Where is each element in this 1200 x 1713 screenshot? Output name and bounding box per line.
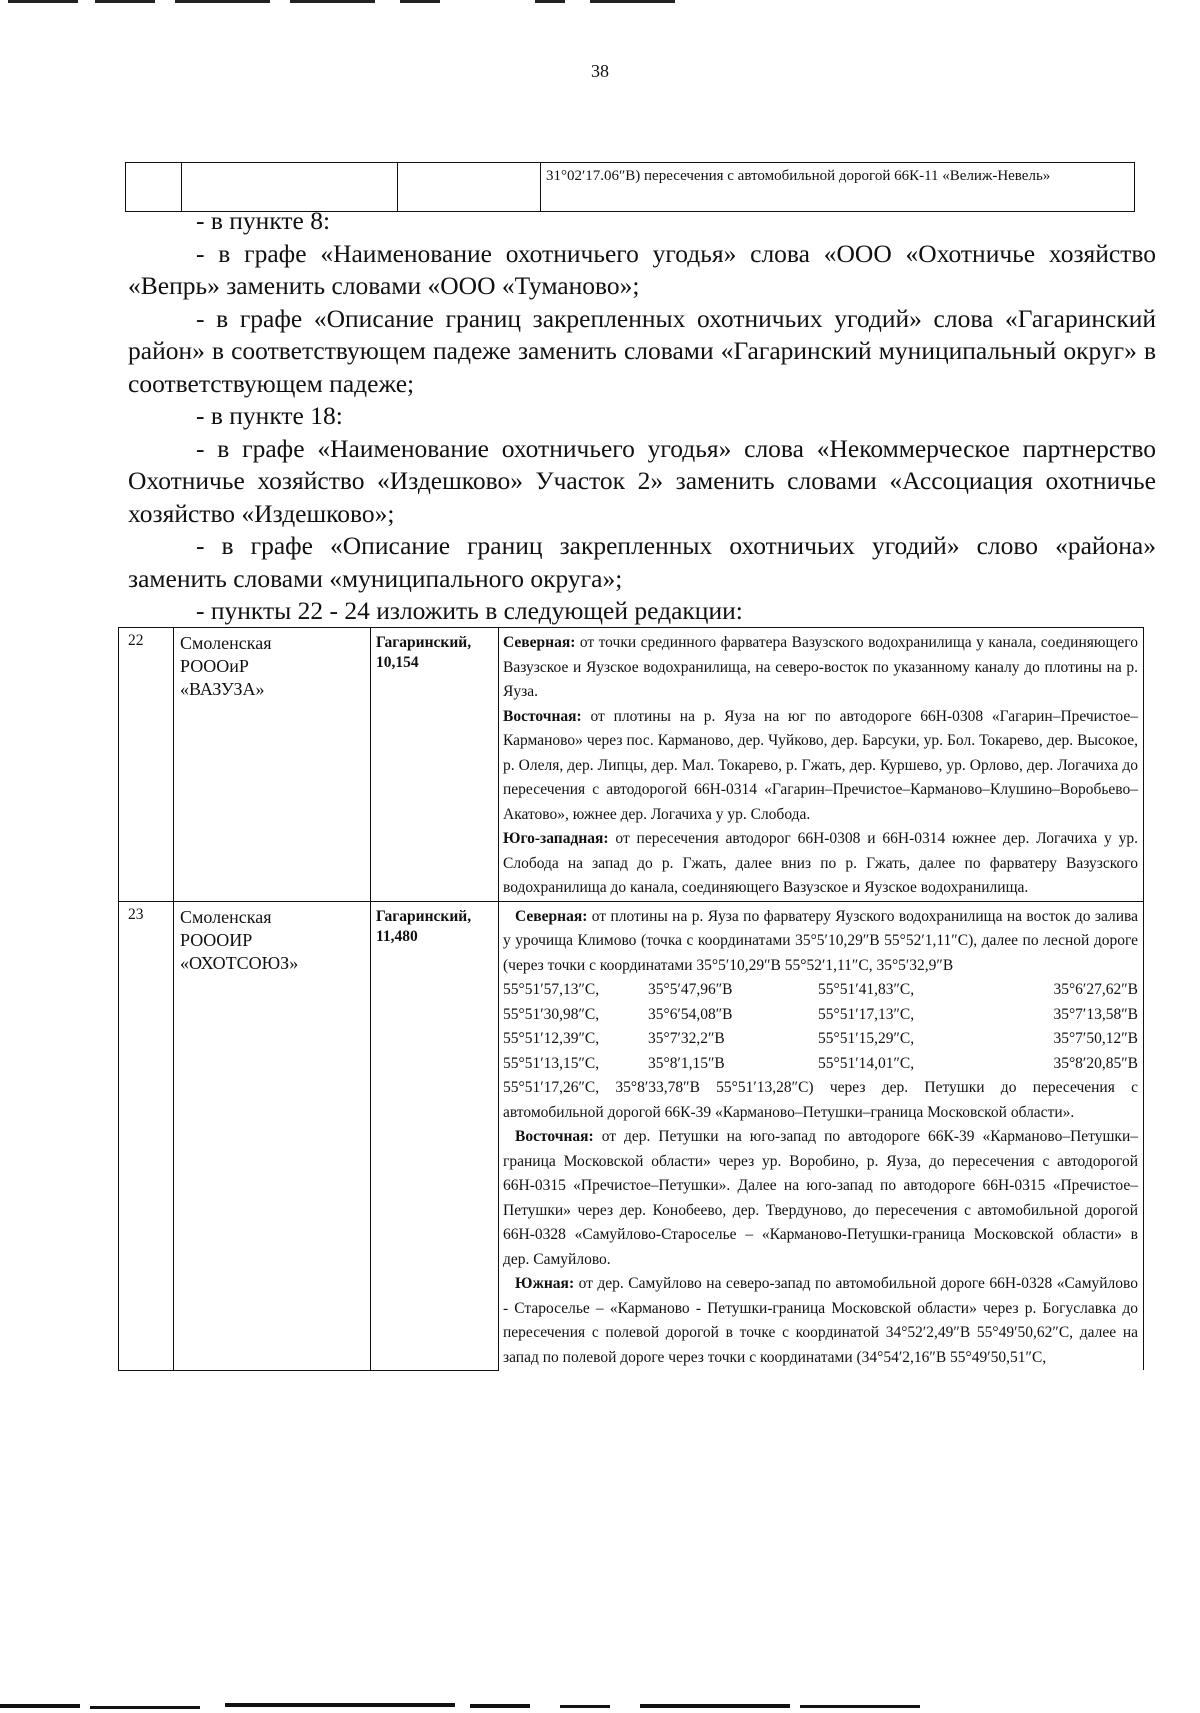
coordinate: 35°7′50,12″В bbox=[1053, 1030, 1138, 1047]
paragraph: - в пункте 18: bbox=[196, 401, 343, 430]
coordinate: 35°8′1,15″В bbox=[648, 1054, 725, 1072]
boundary-label: Южная: bbox=[515, 1275, 575, 1292]
ground-name-line: РОООИР bbox=[180, 929, 253, 950]
boundary-text-continued: 55°51′17,26″С, 35°8′33,78″В 55°51′13,28″С) через дер. Петушки до пересечения с автомобильной дорогой 66К-39 «Карманово–Петушки–граница Московской области». bbox=[503, 1079, 1138, 1121]
ground-name-line: «ВАЗУЗА» bbox=[180, 679, 265, 699]
ground-name-line: Смоленская bbox=[180, 906, 272, 927]
district: Гагаринский, bbox=[376, 907, 472, 925]
boundary-south bbox=[503, 1272, 1138, 1370]
boundary-east bbox=[503, 1125, 1138, 1272]
boundary-description-cell bbox=[499, 628, 1144, 902]
coordinate: 35°7′13,58″В bbox=[1053, 1005, 1138, 1023]
boundary-description-cell: 31°02′17.06″В) пересечения с автомобильной дорогой 66К-11 «Велиж-Невель» bbox=[541, 163, 1135, 212]
boundary-label: Юго-западная: bbox=[503, 830, 609, 847]
paragraph: - в графе «Описание границ закрепленных охотничьих угодий» слово «района» заменить словами «муниципального округа»; bbox=[128, 531, 1156, 593]
boundary-north bbox=[503, 905, 1138, 979]
area: 10,154 bbox=[376, 654, 419, 671]
coordinate: 55°51′13,15″С, bbox=[503, 1054, 600, 1072]
page-number: 38 bbox=[591, 61, 609, 81]
district-area-cell bbox=[371, 901, 499, 1370]
district-area-cell bbox=[371, 628, 499, 902]
ground-name-cell bbox=[174, 901, 371, 1370]
boundary-description-cell bbox=[499, 901, 1144, 1370]
paragraph: - в пункте 8: bbox=[196, 206, 331, 235]
boundary-text: от пересечения автодорог 66Н-0308 и 66Н-0314 южнее дер. Логачиха у ур. Слобода на запад до р. Гжать, далее вниз по р. Гжать, далее по фарватеру Вазузского водохранилища до канала, соединяющего Вазузское и Яузское водохранилища. bbox=[503, 830, 1138, 896]
boundary-label: Восточная: bbox=[503, 707, 582, 725]
table-row bbox=[119, 628, 1144, 902]
area: 11,480 bbox=[376, 927, 418, 945]
boundary-text: от дер. Петушки на юго-запад по автодороге 66К-39 «Карманово–Петушки–граница Московской области» через ур. Воробино, р. Яуза, до пересечения с автодорогой 66Н-0315 «Пречистое–Петушки». Далее на юго-запад по автодороге 66Н-0315 «Пречистое–Петушки» через дер. Конобеево, дер. Твердуново, до пересечения с автомобильной дорогой 66Н-0328 «Самуйлово-Староселье – «Карманово-Петушки-граница Московской области» в дер. Самуйлово. bbox=[503, 1128, 1138, 1268]
boundary-east bbox=[503, 705, 1138, 828]
coordinate: 55°51′12,39″С, bbox=[503, 1030, 600, 1047]
coordinate-list bbox=[503, 978, 1138, 1076]
boundary-text: от плотины на р. Яуза на юг по автодороге 66Н-0308 «Гагарин–Пречистое–Карманово» через пос. Карманово, дер. Чуйково, дер. Барсуки, ур. Бол. Токарево, дер. Высокое, р. Олеля, дер. Липцы, дер. Мал. Токарево, р. Гжать, дер. Куршево, ур. Орлово, дер. Логачиха до пересечения с автодорогой 66Н-0314 «Гагарин–Пречистое–Карманово–Клушино–Воробьево–Акатово», южнее дер. Логачиха у ур. Слобода. bbox=[503, 707, 1138, 823]
coordinate: 55°51′30,98″С, bbox=[503, 1005, 600, 1023]
boundary-north bbox=[503, 631, 1138, 705]
coordinate: 55°51′14,01″С, bbox=[818, 1054, 915, 1072]
coordinate: 55°51′17,13″С, bbox=[818, 1005, 915, 1023]
coordinate: 35°5′47,96″В bbox=[648, 981, 733, 998]
row-number: 22 bbox=[119, 628, 174, 902]
ground-name-cell bbox=[174, 628, 371, 902]
coordinate: 35°6′27,62″В bbox=[1053, 981, 1138, 998]
district: Гагаринский, bbox=[376, 634, 472, 651]
amendment-text bbox=[128, 205, 1156, 628]
scan-edge-top bbox=[0, 0, 1200, 8]
coordinate: 35°6′54,08″В bbox=[648, 1005, 733, 1023]
boundary-label: Северная: bbox=[515, 907, 588, 925]
boundary-label: Восточная: bbox=[515, 1128, 594, 1145]
boundary-text: от точки срединного фарватера Вазузского водохранилища у канала, соединяющего Вазузское и Яузское водохранилища, на северо-восток по указанному каналу до плотины на р. Яуза. bbox=[503, 634, 1138, 700]
boundary-text: от плотины на р. Яуза по фарватеру Яузского водохранилища на восток до залива у урочища Климово (точка с координатами 35°5′10,29″В 55°52′1,11″С), далее по лесной дороге (через точки с координатами 35°5′10,29″В 55°52′1,11″С, 35°5′32,9″В bbox=[503, 907, 1138, 974]
ground-name-line: Смоленская bbox=[180, 633, 272, 653]
scan-edge-bottom bbox=[0, 1690, 1200, 1713]
coordinate: 55°51′57,13″С, bbox=[503, 981, 600, 998]
row-number: 23 bbox=[119, 901, 174, 1370]
ground-name-line: «ОХОТСОЮЗ» bbox=[180, 952, 299, 973]
hunting-grounds-table bbox=[118, 627, 1144, 1371]
boundary-southwest bbox=[503, 827, 1138, 901]
coordinate: 35°7′32,2″В bbox=[648, 1030, 725, 1047]
paragraph: - в графе «Наименование охотничьего угодья» слова «Некоммерческое партнерство Охотничье хозяйство «Издешково» Участок 2» заменить словами «Ассоциация охотничье хозяйство «Издешково»; bbox=[128, 433, 1156, 528]
boundary-label: Северная: bbox=[503, 634, 576, 651]
paragraph: - в графе «Описание границ закрепленных охотничьих угодий» слова «Гагаринский район» в соответствующем падеже заменить словами «Гагаринский муниципальный округ» в соответствующем падеже; bbox=[128, 303, 1156, 398]
coordinate: 35°8′20,85″В bbox=[1053, 1054, 1138, 1072]
boundary-text: от дер. Самуйлово на северо-запад по автомобильной дороге 66Н-0328 «Самуйлово - Староселье – «Карманово - Петушки-граница Московской области» через р. Богуславка до пересечения с полевой дорогой в точке с координатой 34°52′2,49″В 55°49′50,62″С, далее на запад по полевой дороге через точки с координатами (34°54′2,16″В 55°49′50,51″С, bbox=[503, 1275, 1138, 1366]
ground-name-line: РОООиР bbox=[180, 656, 249, 676]
coordinate: 55°51′41,83″С, bbox=[818, 981, 915, 998]
coordinate: 55°51′15,29″С, bbox=[818, 1030, 915, 1047]
paragraph: - пункты 22 - 24 изложить в следующей редакции: bbox=[196, 596, 743, 625]
paragraph: - в графе «Наименование охотничьего угодья» слова «ООО «Охотничье хозяйство «Вепрь» заменить словами «ООО «Туманово»; bbox=[128, 238, 1156, 300]
table-row bbox=[119, 901, 1144, 1370]
